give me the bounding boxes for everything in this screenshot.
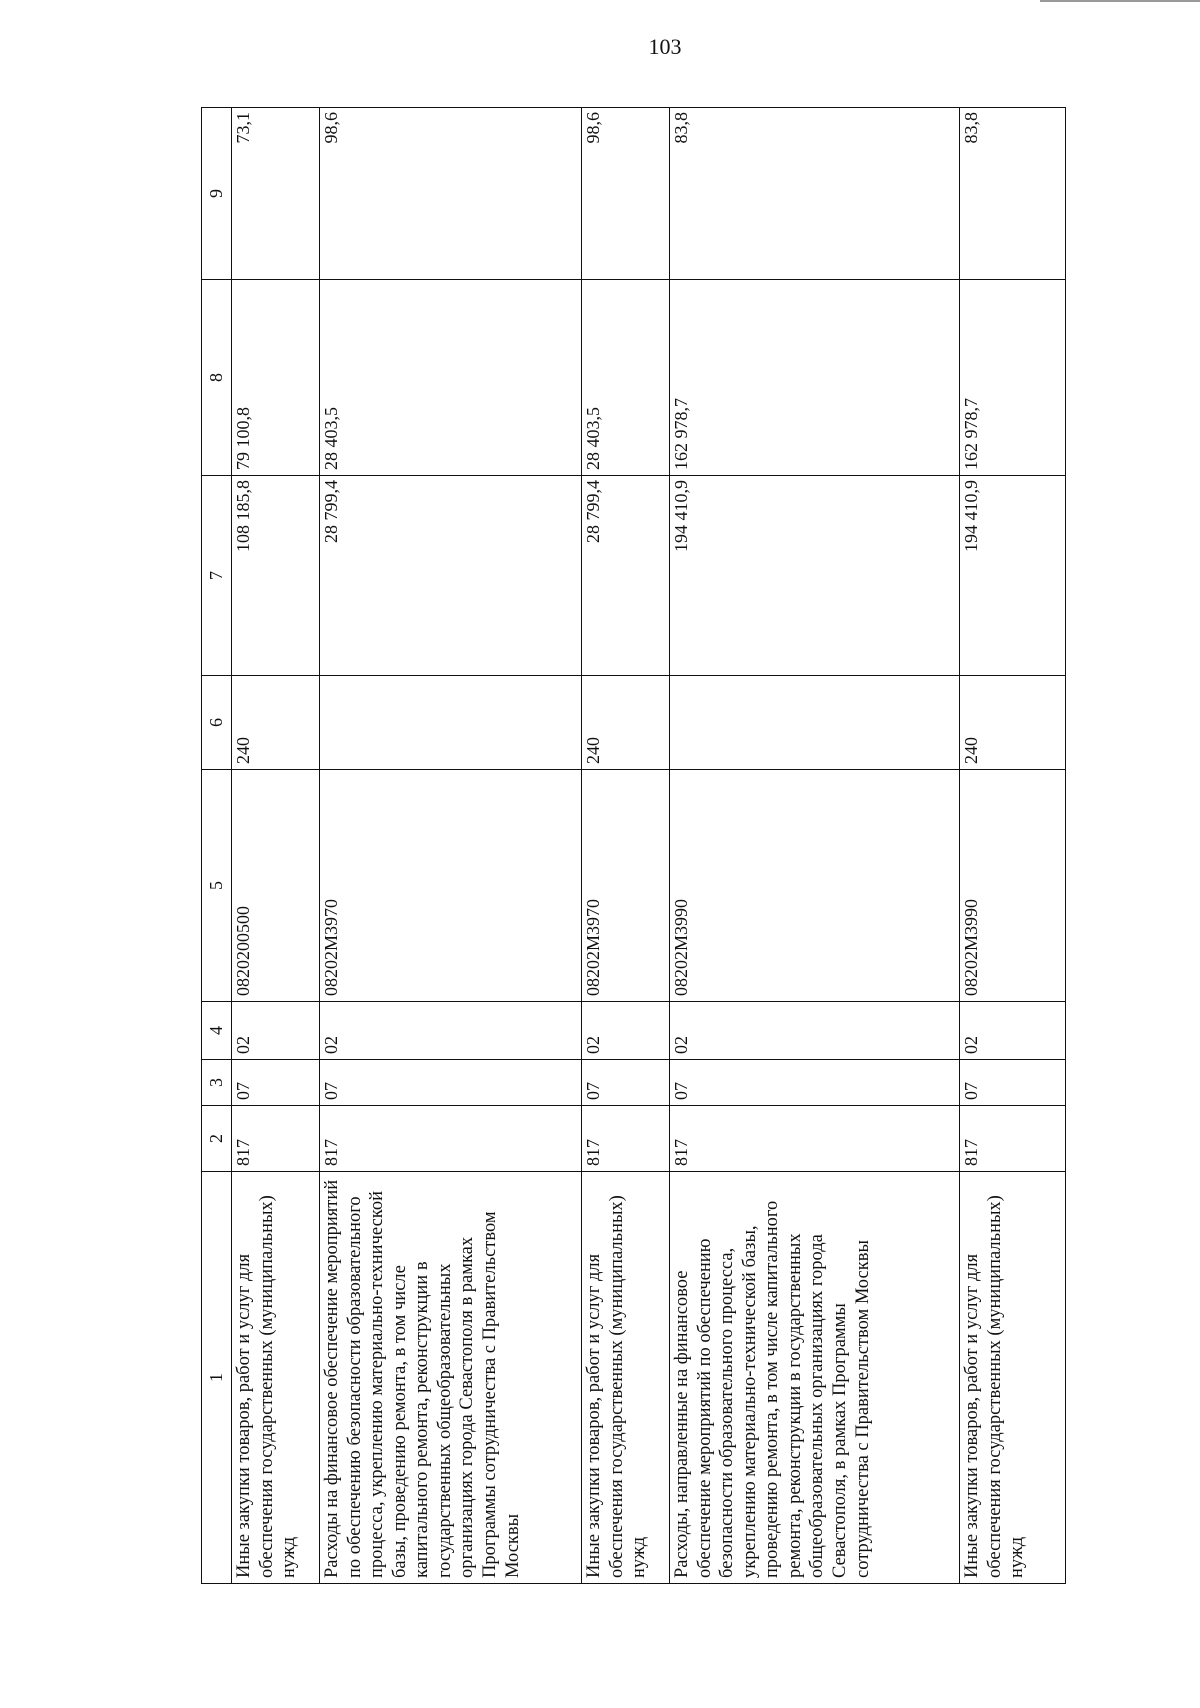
cell-col7: 194 410,9 (670, 476, 960, 676)
cell-col3: 07 (960, 1060, 1066, 1106)
header-cell: 5 (202, 770, 232, 1002)
cell-col6 (670, 676, 960, 770)
header-cell: 3 (202, 1060, 232, 1106)
budget-table (201, 107, 1066, 1584)
cell-col2: 817 (320, 1106, 582, 1172)
table-row (232, 108, 320, 1584)
cell-col2: 817 (670, 1106, 960, 1172)
cell-col6: 240 (960, 676, 1066, 770)
table-row (670, 108, 960, 1584)
cell-col7: 108 185,8 (232, 476, 320, 676)
cell-col5: 08202М3970 (582, 770, 670, 1002)
cell-col5: 08202М3970 (320, 770, 582, 1002)
cell-col9: 83,8 (670, 108, 960, 280)
cell-col7: 28 799,4 (320, 476, 582, 676)
cell-col9: 98,6 (320, 108, 582, 280)
header-cell: 1 (202, 1172, 232, 1584)
header-cell: 7 (202, 476, 232, 676)
cell-col4: 02 (232, 1002, 320, 1060)
header-cell: 9 (202, 108, 232, 280)
cell-col8: 28 403,5 (320, 280, 582, 476)
header-cell: 2 (202, 1106, 232, 1172)
header-cell: 8 (202, 280, 232, 476)
cell-col2: 817 (582, 1106, 670, 1172)
cell-col8: 79 100,8 (232, 280, 320, 476)
cell-col5: 08202М3990 (670, 770, 960, 1002)
header-cell: 6 (202, 676, 232, 770)
header-row (202, 108, 232, 1584)
cell-col6 (320, 676, 582, 770)
cell-col5: 08202М3990 (960, 770, 1066, 1002)
cell-col3: 07 (670, 1060, 960, 1106)
row-description: Иные закупки товаров, работ и услуг для обеспечения государственных (муниципальных) нужд (960, 1172, 1066, 1584)
table-row (582, 108, 670, 1584)
cell-col8: 28 403,5 (582, 280, 670, 476)
cell-col3: 07 (582, 1060, 670, 1106)
cell-col6: 240 (232, 676, 320, 770)
cell-col4: 02 (582, 1002, 670, 1060)
row-description: Иные закупки товаров, работ и услуг для обеспечения государственных (муниципальных) нужд (582, 1172, 670, 1584)
cell-col4: 02 (320, 1002, 582, 1060)
cell-col7: 194 410,9 (960, 476, 1066, 676)
row-description: Расходы, направленные на финансовое обеспечение мероприятий по обеспечению безопасности образовательного процесса, укреплению материально-технической базы, проведению ремонта, в том числе капитального ремонта, реконструкции в государственных общеобразовательных организациях города Севастополя, в рамках Программы сотрудничества с Правительством Москвы (670, 1172, 960, 1584)
cell-col8: 162 978,7 (960, 280, 1066, 476)
cell-col9: 98,6 (582, 108, 670, 280)
cell-col9: 83,8 (960, 108, 1066, 280)
header-cell: 4 (202, 1002, 232, 1060)
cell-col2: 817 (232, 1106, 320, 1172)
rotated-table-container (201, 108, 1065, 1584)
cell-col8: 162 978,7 (670, 280, 960, 476)
cell-col6: 240 (582, 676, 670, 770)
cell-col5: 0820200500 (232, 770, 320, 1002)
page-number: 103 (648, 34, 682, 59)
cell-col3: 07 (232, 1060, 320, 1106)
row-description: Расходы на финансовое обеспечение мероприятий по обеспечению безопасности образовательного процесса, укреплению материально-технической базы, проведению ремонта, в том числе капитального ремонта, реконструкции в государственных общеобразовательных организациях города Севастополя в рамках Программы сотрудничества с Правительством Москвы (320, 1172, 582, 1584)
cell-col7: 28 799,4 (582, 476, 670, 676)
cell-col3: 07 (320, 1060, 582, 1106)
cell-col4: 02 (670, 1002, 960, 1060)
cell-col9: 73,1 (232, 108, 320, 280)
table-row (960, 108, 1066, 1584)
row-description: Иные закупки товаров, работ и услуг для обеспечения государственных (муниципальных) нужд (232, 1172, 320, 1584)
cell-col4: 02 (960, 1002, 1066, 1060)
table-row (320, 108, 582, 1584)
cell-col2: 817 (960, 1106, 1066, 1172)
top-edge-rule (1040, 0, 1200, 2)
